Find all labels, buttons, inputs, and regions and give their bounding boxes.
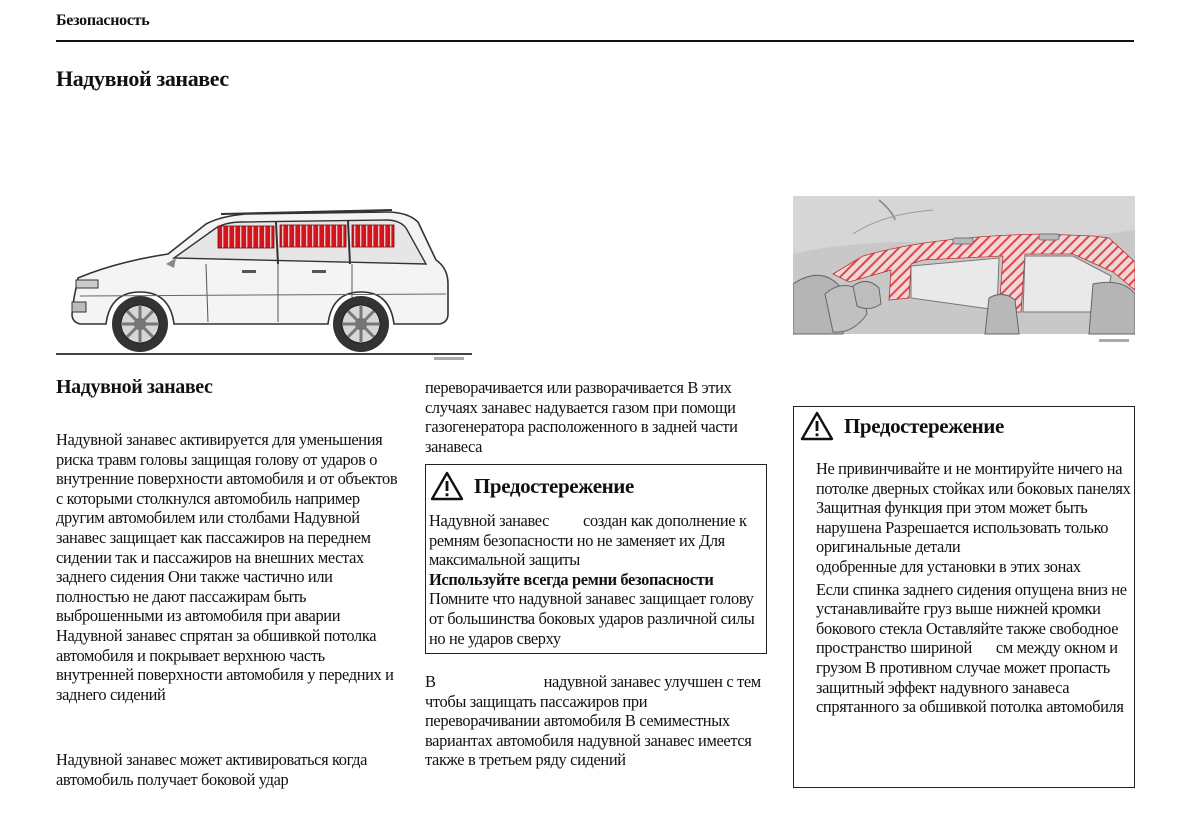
warning-triangle-icon (800, 411, 834, 441)
page-title: Надувной занавес (56, 66, 229, 91)
warning-header (430, 471, 634, 501)
warning-text-part: Помните что надувной занавес защищает голову от большинства боковых ударов различной силы но не ударов сверху (429, 589, 755, 648)
warning-text (816, 459, 1132, 717)
header-rule (56, 40, 1134, 42)
section-header: Безопасность (56, 12, 150, 29)
section-title: Надувной занавес (56, 376, 213, 398)
warning-text-part: Если спинка заднего сидения опущена вниз не устанавливайте груз выше нижней кромки бокового стекла Оставляйте также свободное пространство шириной (816, 579, 1127, 658)
warning-box (793, 406, 1135, 788)
warning-text-part: создан как (583, 511, 653, 530)
warning-text-part: одобренные для установки в этих зонах (816, 556, 1081, 576)
body-paragraph: переворачивается или разворачивается В этих случаях занавес надувается газом при помощи газогенератора расположенного в задней части занавеса (425, 378, 738, 456)
warning-text-part: см между окном и грузом В противном случае может пропасть защитный эффект надувного занавеса спрятанного за обшивкой потолка автомобиля (816, 638, 1124, 717)
warning-text-part: Надувной занавес (429, 511, 550, 530)
warning-header (800, 411, 1004, 441)
warning-triangle-icon (430, 471, 464, 501)
body-text-part: В (425, 672, 436, 691)
warning-title: Предостережение (474, 473, 634, 498)
warning-text-part: дополнение к ремням безопасности но не заменяет их Для максимальной защиты (429, 511, 747, 570)
body-text-part: надувной занавес улучшен с тем чтобы защищать пассажиров при переворачивании автомобиля В семиместных вариантах автомобиля надувной занавес имеется также в третьем ряду сидений (425, 672, 761, 770)
interior-curtain-illustration (793, 194, 1135, 346)
warning-box (425, 464, 767, 654)
warning-bold-line: Используйте всегда ремни безопасности (429, 569, 714, 589)
body-paragraph: Надувной занавес может активироваться когда автомобиль получает боковой удар (56, 750, 368, 789)
car-side-illustration (56, 206, 474, 362)
warning-text-part: Не привинчивайте и не монтируйте ничего на потолке дверных стойках или боковых панелях Защитная функция при этом может быть нарушена Разрешается использовать только оригинальные детали (816, 459, 1131, 557)
body-paragraph: Надувной занавес активируется для уменьшения риска травм головы защищая голову от ударов о внутренние поверхности автомобиля и от объектов с которыми столкнулся автомобиль например другим автомобилем или столбами Надувной занавес защищает как пассажиров на переднем сидении так и пассажиров на внешних местах заднего сидения Они также частично или полностью не дают пассажирам быть выброшенными из автомобиля при аварии Надувной занавес спрятан за обшивкой потолка автомобиля и покрывает верхнюю часть внутренней поверхности автомобиля у передних и заднего сидений (56, 430, 398, 704)
warning-text (429, 511, 763, 648)
body-paragraph (425, 672, 765, 770)
warning-title: Предостережение (844, 413, 1004, 438)
